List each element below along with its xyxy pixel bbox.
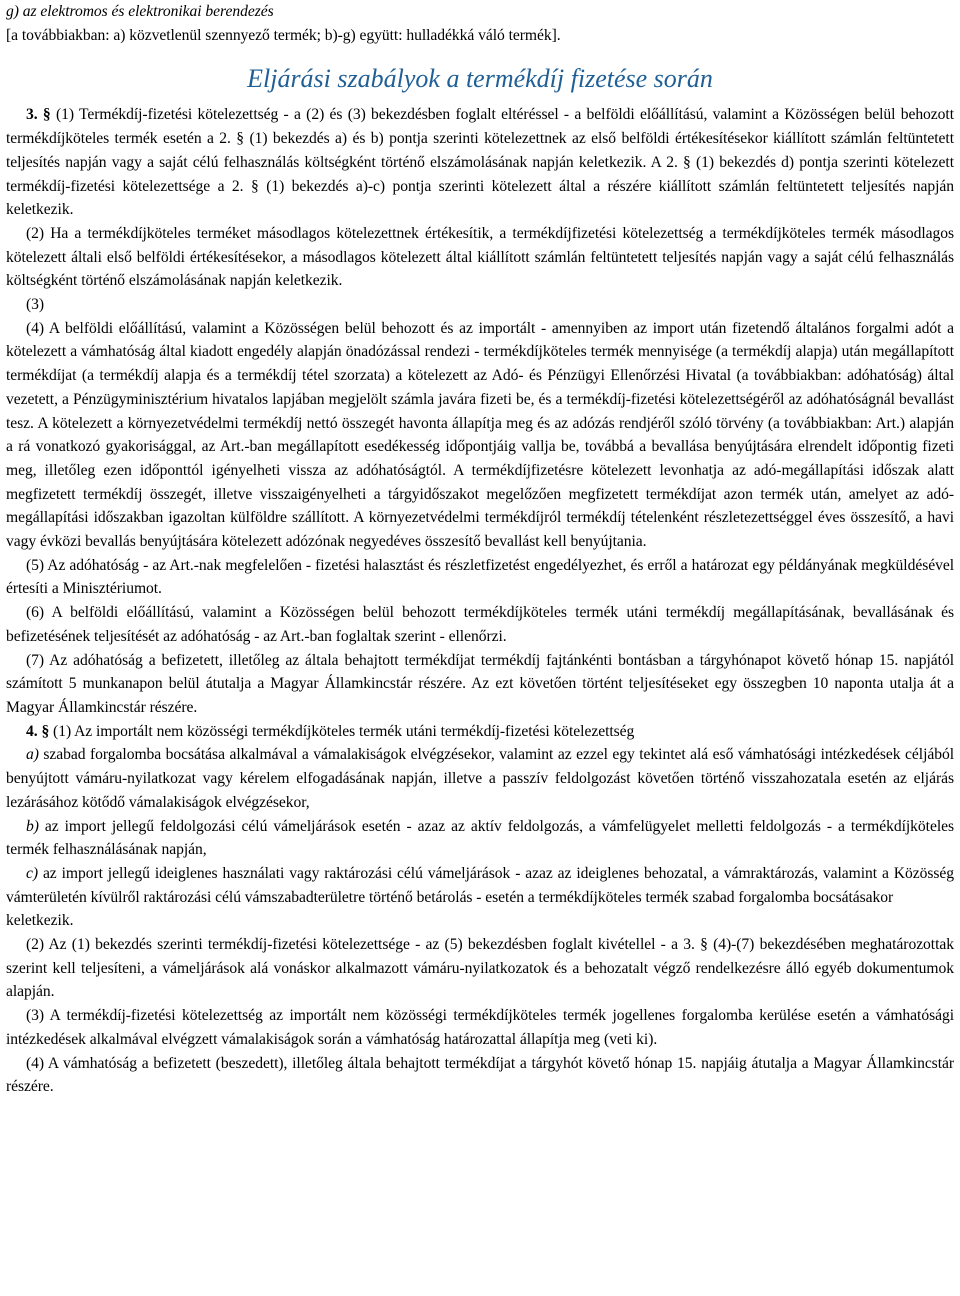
paragraph-4-1-c	[6, 862, 954, 909]
point-label-c: c)	[26, 864, 39, 882]
paragraph-3-1-text: (1) Termékdíj-fizetési kötelezettség - a (2) és (3) bekezdésben foglalt eltéréssel - a belföldi előállítású, valamint a Közösségen belül behozott termékdíjköteles termék esetén a 2. § (1) bekezdés a) és b) pontja szerinti kötelezettnek az első belföldi értékesítésekor kiállított számlán feltüntetett teljesítés napján vagy a saját célú felhasználás költségként történő elszámolásának napján keletkezik. A 2. § (1) bekezdés d) pontja szerinti kötelezett termékdíj-fizetési kötelezettsége a 2. § (1) bekezdés a)-c) pontja szerinti kötelezett által a részére kiállított számlán feltüntetett teljesítés napján keletkezik.	[6, 106, 954, 219]
paragraph-4-1-end: keletkezik.	[6, 912, 74, 930]
paragraph-3-7: (7) Az adóhatóság a befizetett, illetőleg az általa behajtott termékdíjat termékdíj fajtánkénti bontásban a tárgyhónapot követő hónap 15. napjától számított 5 munkanapon belül átutalja a Magyar Államkincstár részére. Az ezt követően történt teljesítéseket egy összegben 10 naponta utalja át a Magyar Államkincstár részére.	[6, 651, 954, 716]
paragraph-3-1	[6, 103, 954, 222]
paragraph-3-3: (3)	[26, 296, 45, 314]
list-note: [a továbbiakban: a) közvetlenül szennyező termék; b)-g) együtt: hulladékká váló termék].	[6, 26, 561, 44]
point-a-text: szabad forgalomba bocsátása alkalmával a vámalakiságok elvégzésekor, valamint az ezzel egy tekintet alá eső vámhatósági intézkedések céljából benyújtott vámáru-nyilatkozat vagy kérelem elfogadásának napján, illetve a passzív feldolgozást követően történő visszahozatala esetén az eljárás lezárásához kötődő vámalakiságok elvégzésekor,	[6, 746, 954, 811]
section-heading: Eljárási szabályok a termékdíj fizetése során	[247, 64, 713, 94]
item-g-text: g) az elektromos és elektronikai berendezés	[6, 3, 274, 20]
paragraph-3-4: (4) A belföldi előállítású, valamint a Közösségen belül behozott és az importált - amennyiben az import után fizetendő általános forgalmi adót a kötelezett a vámhatóság által kiadott engedély alapján önadózással rendezi - termékdíjköteles termék mennyisége (a termékdíj alapja) után megállapított termékdíjat (a termékdíj alapja és a termékdíj tétel szorzata) a kötelezett az Adó- és Pénzügyi Ellenőrzési Hivatal (a továbbiakban: adóhatóság) által vezetett, a Pénzügyminisztérium hivatalos lapjában megjelölt számla javára fizeti be, és a termékdíj-fizetési kötelezettségéről az adóhatóságnál bevallást tesz. A kötelezett a környezetvédelmi termékdíj nettó összegét havonta állapítja meg és az adózás rendjéről szóló törvény (a továbbiakban: Art.) alapján a rá vonatkozó gyakorisággal, az Art.-ban megállapított esedékesség időpontjáig vallja be, továbbá a bevallása benyújtására elrendelt időpontig fizeti meg, illetőleg ezen időponttól igényelheti vissza az adóhatóságtól. A termékdíjfizetésre kötelezett levonhatja az adó-megállapítási időszak alatt megfizetett termékdíj összegét, illetve visszaigényelheti a tárgyidőszakot megelőzően megfizetett termékdíjat azon termék után, amelyet az adó-megállapítási időszakban igazoltan külföldre szállított. A környezetvédelmi termékdíjról termékdíj tételenként részletezettséggel éves összesítő, a havi vagy évközi bevallás benyújtására kötelezett adózónak negyedéves összesítő bevallást kell benyújtania.	[6, 319, 954, 551]
paragraph-3-2: (2) Ha a termékdíjköteles terméket másodlagos kötelezettnek értékesítik, a termékdíjfizetési kötelezettség a termékdíjköteles termék másodlagos kötelezett általi első belföldi értékesítésekor, a másodlagos kötelezett által kiállított számlán feltüntetett teljesítés napján vagy a saját célú felhasználás költségként történő elszámolásának napján keletkezik.	[6, 224, 954, 290]
point-b-text: az import jellegű feldolgozási célú vámeljárások esetén - azaz az aktív feldolgozás, a vámfelügyelet melletti feldolgozás - a termékdíjköteles termék felhasználásának napján,	[6, 817, 954, 859]
paragraph-4-1-text: (1) Az importált nem közösségi termékdíjköteles termék utáni termékdíj-fizetési kötelezettség	[49, 722, 635, 740]
paragraph-3-6: (6) A belföldi előállítású, valamint a Közösségen belül behozott termékdíjköteles termék utáni termékdíj megállapításának, bevallásának és befizetésének teljesítését az adóhatóság - az Art.-ban foglaltak szerint - ellenőrzi.	[6, 604, 954, 645]
paragraph-4-1	[6, 720, 954, 744]
paragraph-4-1-b	[6, 815, 954, 862]
point-c-text: az import jellegű ideiglenes használati vagy raktározási célú vámeljárások - azaz az ideiglenes behozatal, a vámraktározás, valamint a Közösség vámterületén kívülről raktározási célú vámszabadterületre történő betárolás - esetén a termékdíjköteles termék szabad forgalomba bocsátásakor	[6, 864, 954, 906]
section-number-4: 4. §	[26, 722, 50, 740]
point-label-b: b)	[26, 817, 39, 835]
section-number-3: 3. §	[26, 106, 51, 124]
paragraph-4-3: (3) A termékdíj-fizetési kötelezettség az importált nem közösségi termékdíjköteles termék jogellenes forgalomba kerülése esetén a vámhatósági intézkedések alkalmával elvégzett vámalakiságok során a vámhatóság határozattal állapítja meg (veti ki).	[6, 1007, 954, 1048]
paragraph-4-1-a	[6, 743, 954, 814]
paragraph-4-4: (4) A vámhatóság a befizetett (beszedett), illetőleg általa behajtott termékdíjat a tárgyhót követő hónap 15. napjáig átutalja a Magyar Államkincstár részére.	[6, 1054, 954, 1096]
point-label-a: a)	[26, 746, 39, 764]
paragraph-3-5: (5) Az adóhatóság - az Art.-nak megfelelően - fizetési halasztást és részletfizetést engedélyezhet, és erről a határozat egy példányának megküldésével értesíti a Minisztériumot.	[6, 556, 954, 598]
paragraph-4-2: (2) Az (1) bekezdés szerinti termékdíj-fizetési kötelezettsége - az (5) bekezdésben foglalt kivétellel - a 3. § (4)-(7) bekezdésében meghatározottak szerint kell teljesíteni, a vámeljárások alá vonáskor alkalmazott vámáru-nyilatkozatok és a behozatalt végző rendelkezésre álló egyéb dokumentumok alapján.	[6, 936, 954, 1001]
list-item-g	[6, 0, 954, 24]
